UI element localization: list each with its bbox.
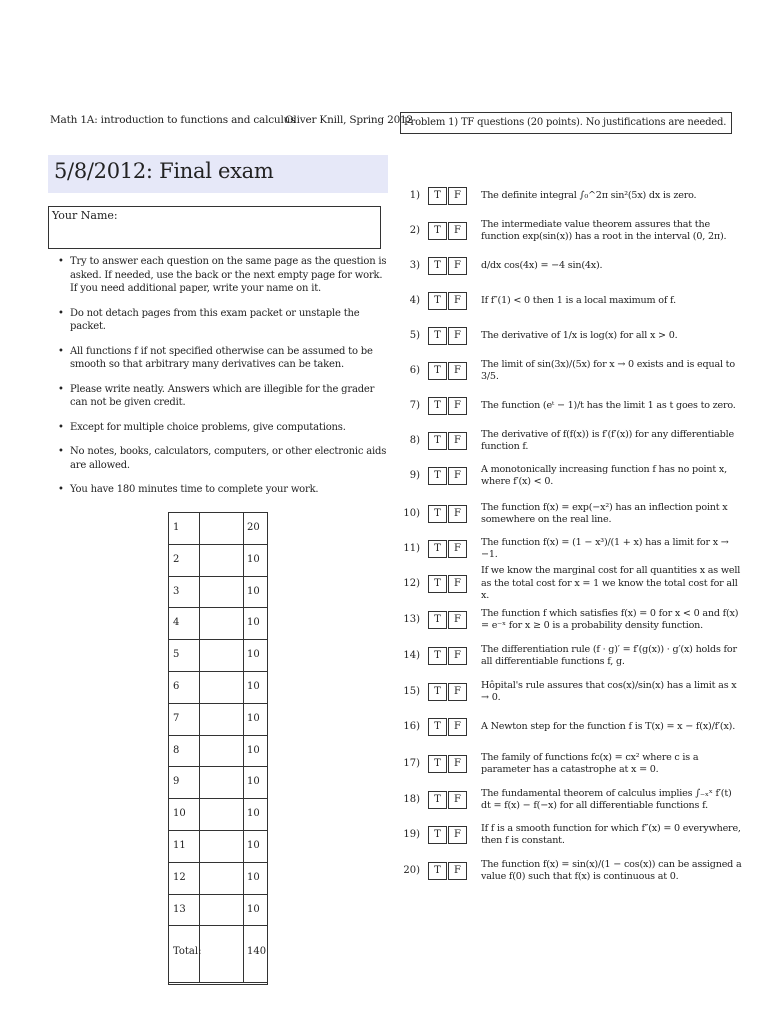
tf-question bbox=[395, 286, 745, 316]
false-box[interactable]: F bbox=[448, 292, 467, 310]
question-number: 2) bbox=[409, 225, 420, 236]
score-row bbox=[169, 704, 267, 736]
score-problem: 7 bbox=[169, 704, 200, 735]
score-points: 10 bbox=[247, 744, 260, 756]
exam-title: 5/8/2012: Final exam bbox=[54, 159, 274, 183]
false-box[interactable]: F bbox=[448, 327, 467, 345]
score-row bbox=[169, 672, 267, 704]
false-box[interactable]: F bbox=[448, 467, 467, 485]
score-row bbox=[169, 767, 267, 799]
instruction-item: • Do not detach pages from this exam packet or unstaple the packet. bbox=[58, 307, 390, 334]
tf-question bbox=[395, 565, 745, 602]
question-text: d/dx cos(4x) = −4 sin(4x). bbox=[481, 259, 603, 271]
question-text: The differentiation rule (f · g)′ = f′(g(x)) · g′(x) holds for all differentiable functions f, g. bbox=[481, 643, 737, 667]
true-box[interactable]: T bbox=[428, 575, 447, 593]
true-box[interactable]: T bbox=[428, 755, 447, 773]
total-entry[interactable] bbox=[200, 926, 244, 982]
score-entry[interactable] bbox=[200, 863, 244, 894]
score-problem: 2 bbox=[169, 545, 200, 576]
tf-question bbox=[395, 641, 745, 671]
false-box[interactable]: F bbox=[448, 647, 467, 665]
score-problem: 11 bbox=[169, 831, 200, 862]
instruction-item: • All functions f if not specified otherwise can be assumed to be smooth so that arbitrary many derivatives can be taken. bbox=[58, 345, 390, 372]
score-entry[interactable] bbox=[200, 513, 244, 544]
false-box[interactable]: F bbox=[448, 505, 467, 523]
score-entry[interactable] bbox=[200, 736, 244, 767]
false-box[interactable]: F bbox=[448, 862, 467, 880]
question-text: The fundamental theorem of calculus implies ∫₋ₓˣ f′(t) dt = f(x) − f(−x) for all differentiable functions f. bbox=[481, 787, 732, 811]
tf-question bbox=[395, 391, 745, 421]
question-number: 10) bbox=[403, 508, 420, 519]
problem-header: Problem 1) TF questions (20 points). No justifications are needed. bbox=[404, 117, 727, 128]
score-row bbox=[169, 736, 267, 768]
score-points: 10 bbox=[247, 808, 260, 820]
score-entry[interactable] bbox=[200, 672, 244, 703]
score-problem: 4 bbox=[169, 608, 200, 639]
tf-question bbox=[395, 677, 745, 707]
score-entry[interactable] bbox=[200, 608, 244, 639]
false-box[interactable]: F bbox=[448, 683, 467, 701]
false-box[interactable]: F bbox=[448, 432, 467, 450]
instruction-item: • Try to answer each question on the same page as the question is asked. If needed, use the back or the next empty page for work. If you need additional paper, write your name on it. bbox=[58, 255, 390, 296]
score-row bbox=[169, 545, 267, 577]
question-text: The function f(x) = sin(x)/(1 − cos(x)) can be assigned a value f(0) such that f(x) is continuous at 0. bbox=[481, 858, 742, 882]
false-box[interactable]: F bbox=[448, 791, 467, 809]
score-points: 10 bbox=[247, 871, 260, 883]
true-box[interactable]: T bbox=[428, 467, 447, 485]
instruction-item: • No notes, books, calculators, computers, or other electronic aids are allowed. bbox=[58, 445, 390, 472]
score-problem: 8 bbox=[169, 736, 200, 767]
score-row bbox=[169, 831, 267, 863]
course-title: Math 1A: introduction to functions and calculus bbox=[50, 114, 296, 126]
tf-question bbox=[395, 181, 745, 211]
false-box[interactable]: F bbox=[448, 362, 467, 380]
tf-question bbox=[395, 216, 745, 246]
question-text: The derivative of 1/x is log(x) for all x > 0. bbox=[481, 329, 678, 341]
tf-question bbox=[395, 820, 745, 850]
question-text: A monotonically increasing function f has no point x, where f′(x) < 0. bbox=[481, 463, 727, 487]
question-number: 19) bbox=[403, 829, 420, 840]
instruction-item: • You have 180 minutes time to complete your work. bbox=[58, 483, 390, 497]
score-row bbox=[169, 895, 267, 927]
score-problem: 10 bbox=[169, 799, 200, 830]
tf-question bbox=[395, 534, 745, 564]
false-box[interactable]: F bbox=[448, 826, 467, 844]
score-points: 20 bbox=[247, 522, 260, 533]
tf-question bbox=[395, 749, 745, 779]
question-number: 5) bbox=[409, 330, 420, 341]
score-points: 10 bbox=[247, 649, 260, 661]
score-row bbox=[169, 608, 267, 640]
question-text: If f is a smooth function for which f″(x) = 0 everywhere, then f is constant. bbox=[481, 822, 741, 846]
score-problem: 3 bbox=[169, 577, 200, 608]
score-entry[interactable] bbox=[200, 767, 244, 798]
score-problem: 13 bbox=[169, 895, 200, 926]
question-number: 15) bbox=[403, 686, 420, 697]
score-table bbox=[168, 512, 268, 985]
title-banner bbox=[48, 155, 388, 193]
score-problem: 12 bbox=[169, 863, 200, 894]
true-box[interactable]: T bbox=[428, 222, 447, 240]
false-box[interactable]: F bbox=[448, 222, 467, 240]
score-points: 10 bbox=[247, 839, 260, 851]
question-text: The definite integral ∫₀^2π sin²(5x) dx is zero. bbox=[481, 189, 697, 201]
author-line: Oliver Knill, Spring 2012 bbox=[285, 114, 414, 126]
false-box[interactable]: F bbox=[448, 718, 467, 736]
question-text: The derivative of f(f(x)) is f′(f′(x)) for any differentiable function f. bbox=[481, 428, 734, 452]
score-row bbox=[169, 799, 267, 831]
true-box[interactable]: T bbox=[428, 257, 447, 275]
tf-question bbox=[395, 321, 745, 351]
true-box[interactable]: T bbox=[428, 862, 447, 880]
score-entry[interactable] bbox=[200, 577, 244, 608]
tf-question bbox=[395, 856, 745, 886]
tf-question bbox=[395, 356, 745, 386]
score-entry[interactable] bbox=[200, 895, 244, 926]
true-box[interactable]: T bbox=[428, 611, 447, 629]
score-row bbox=[169, 863, 267, 895]
true-box[interactable]: T bbox=[428, 718, 447, 736]
score-entry[interactable] bbox=[200, 640, 244, 671]
score-points: 10 bbox=[247, 553, 260, 565]
score-points: 10 bbox=[247, 712, 260, 724]
score-row bbox=[169, 513, 267, 545]
question-number: 20) bbox=[403, 865, 420, 876]
false-box[interactable]: F bbox=[448, 187, 467, 205]
true-box[interactable]: T bbox=[428, 432, 447, 450]
false-box[interactable]: F bbox=[448, 575, 467, 593]
false-box[interactable]: F bbox=[448, 611, 467, 629]
score-entry[interactable] bbox=[200, 545, 244, 576]
tf-question bbox=[395, 712, 745, 742]
tf-question bbox=[395, 461, 745, 491]
question-number: 16) bbox=[403, 721, 420, 732]
true-box[interactable]: T bbox=[428, 826, 447, 844]
true-box[interactable]: T bbox=[428, 362, 447, 380]
question-text: If f″(1) < 0 then 1 is a local maximum of f. bbox=[481, 294, 676, 306]
question-number: 18) bbox=[403, 794, 420, 805]
score-row bbox=[169, 577, 267, 609]
score-problem: 1 bbox=[169, 513, 200, 544]
problem-header-box bbox=[400, 112, 732, 134]
question-text: The family of functions fc(x) = cx² where c is a parameter has a catastrophe at x = 0. bbox=[481, 751, 699, 775]
tf-question bbox=[395, 426, 745, 456]
score-total-row bbox=[169, 926, 267, 985]
true-box[interactable]: T bbox=[428, 791, 447, 809]
question-number: 9) bbox=[409, 470, 420, 481]
false-box[interactable]: F bbox=[448, 755, 467, 773]
question-number: 12) bbox=[403, 578, 420, 589]
question-text: Hôpital's rule assures that cos(x)/sin(x) has a limit as x → 0. bbox=[481, 679, 737, 703]
question-number: 13) bbox=[403, 614, 420, 625]
question-number: 8) bbox=[409, 435, 420, 446]
true-box[interactable]: T bbox=[428, 397, 447, 415]
true-box[interactable]: T bbox=[428, 292, 447, 310]
false-box[interactable]: F bbox=[448, 540, 467, 558]
tf-question bbox=[395, 785, 745, 815]
score-problem: 9 bbox=[169, 767, 200, 798]
score-points: 10 bbox=[247, 680, 260, 692]
tf-question bbox=[395, 499, 745, 529]
instructions-list bbox=[58, 255, 390, 508]
question-number: 1) bbox=[409, 190, 420, 201]
question-number: 17) bbox=[403, 758, 420, 769]
false-box[interactable]: F bbox=[448, 397, 467, 415]
name-label: Your Name: bbox=[52, 209, 118, 222]
instruction-item: • Please write neatly. Answers which are illegible for the grader can not be given credit. bbox=[58, 383, 390, 410]
question-text: The limit of sin(3x)/(5x) for x → 0 exists and is equal to 3/5. bbox=[481, 358, 735, 382]
score-problem: 5 bbox=[169, 640, 200, 671]
score-points: 10 bbox=[247, 903, 260, 915]
question-text: The function f which satisfies f(x) = 0 for x < 0 and f(x) = e⁻ˣ for x ≥ 0 is a probability density function. bbox=[481, 607, 739, 631]
question-text: The function f(x) = exp(−x²) has an inflection point x somewhere on the real line. bbox=[481, 501, 728, 525]
tf-question bbox=[395, 251, 745, 281]
score-points: 10 bbox=[247, 776, 260, 788]
false-box[interactable]: F bbox=[448, 257, 467, 275]
question-text: A Newton step for the function f is T(x) = x − f(x)/f′(x). bbox=[481, 720, 736, 732]
score-entry[interactable] bbox=[200, 704, 244, 735]
true-box[interactable]: T bbox=[428, 327, 447, 345]
question-number: 6) bbox=[409, 365, 420, 376]
question-text: The function f(x) = (1 − x³)/(1 + x) has a limit for x → −1. bbox=[481, 536, 729, 560]
true-box[interactable]: T bbox=[428, 683, 447, 701]
question-number: 11) bbox=[403, 543, 420, 554]
question-text: The function (eᵗ − 1)/t has the limit 1 as t goes to zero. bbox=[481, 399, 736, 411]
score-points: 10 bbox=[247, 585, 260, 597]
total-points: 140 bbox=[247, 946, 267, 958]
total-label: Total: bbox=[169, 926, 200, 982]
question-number: 3) bbox=[409, 260, 420, 271]
question-number: 14) bbox=[403, 650, 420, 661]
question-text: If we know the marginal cost for all quantities x as well as the total cost for x = 1 we know the total cost for all x. bbox=[481, 565, 741, 602]
score-entry[interactable] bbox=[200, 831, 244, 862]
true-box[interactable]: T bbox=[428, 187, 447, 205]
question-number: 7) bbox=[409, 400, 420, 411]
score-row bbox=[169, 640, 267, 672]
question-number: 4) bbox=[409, 295, 420, 306]
score-entry[interactable] bbox=[200, 799, 244, 830]
score-problem: 6 bbox=[169, 672, 200, 703]
score-points: 10 bbox=[247, 617, 260, 629]
true-box[interactable]: T bbox=[428, 505, 447, 523]
true-box[interactable]: T bbox=[428, 647, 447, 665]
true-box[interactable]: T bbox=[428, 540, 447, 558]
question-text: The intermediate value theorem assures that the function exp(sin(x)) has a root in the interval (0, 2π). bbox=[481, 218, 727, 242]
name-field[interactable] bbox=[48, 206, 381, 249]
instruction-item: • Except for multiple choice problems, give computations. bbox=[58, 421, 390, 435]
tf-question bbox=[395, 605, 745, 635]
